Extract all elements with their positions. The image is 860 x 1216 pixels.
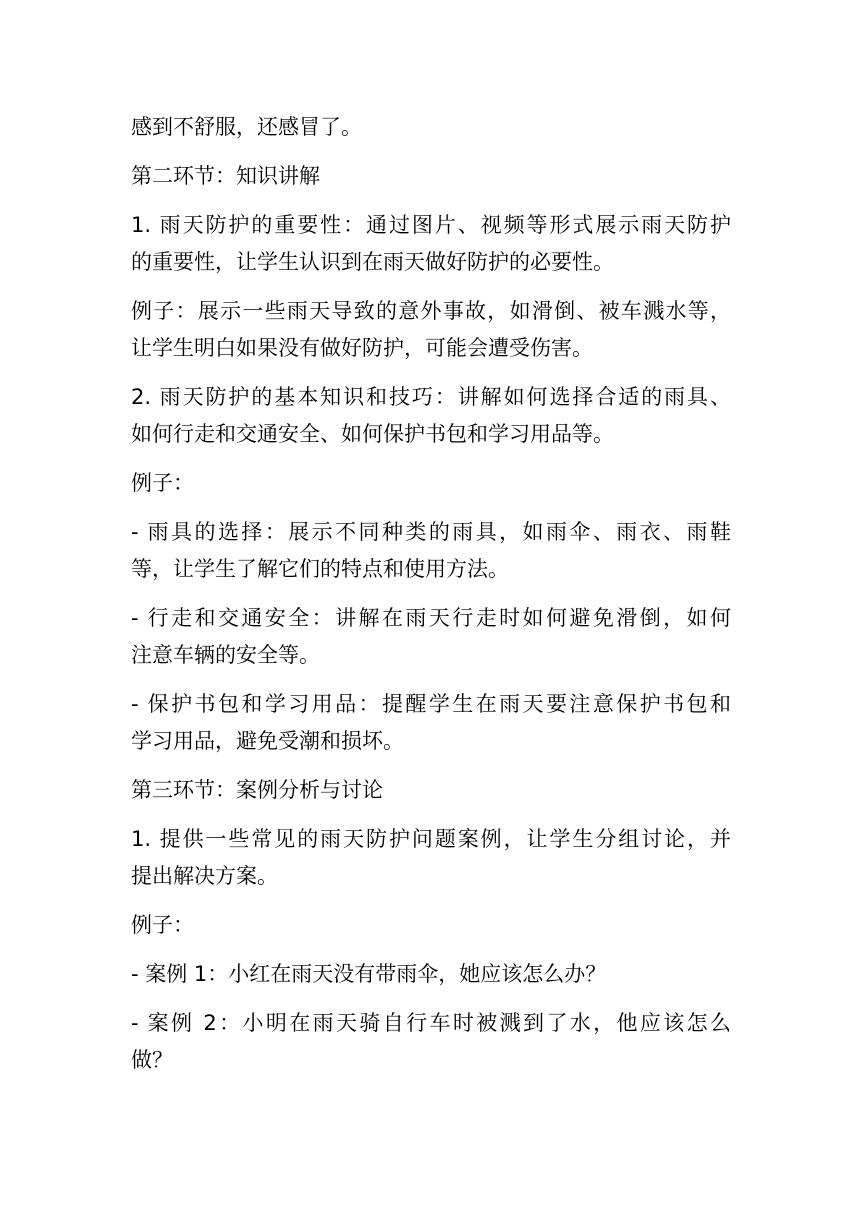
text-line: 例子：展示一些雨天导致的意外事故，如滑倒、被车溅水等， [131, 299, 731, 323]
text-line: - 雨具的选择：展示不同种类的雨具，如雨伞、雨衣、雨鞋 [131, 520, 731, 544]
text-line: 例子： [131, 913, 194, 937]
text-line: 感到不舒服，还感冒了。 [131, 115, 362, 139]
section-heading [131, 158, 731, 195]
paragraph [131, 109, 731, 146]
text-line: 1. 雨天防护的重要性：通过图片、视频等形式展示雨天防护 [131, 213, 731, 237]
text-line: 如何行走和交通安全、如何保护书包和学习用品等。 [131, 422, 614, 446]
bullet-item [131, 1005, 731, 1079]
text-line: - 行走和交通安全：讲解在雨天行走时如何避免滑倒，如何 [131, 606, 731, 630]
section-heading [131, 772, 731, 809]
text-line: 2. 雨天防护的基本知识和技巧：讲解如何选择合适的雨具、 [131, 385, 731, 409]
text-line: - 案例 1：小红在雨天没有带雨伞，她应该怎么办？ [131, 962, 607, 986]
text-line: - 案例 2：小明在雨天骑自行车时被溅到了水，他应该怎么 [131, 1011, 731, 1035]
text-line: 提出解决方案。 [131, 864, 278, 888]
text-line: 第三环节：案例分析与讨论 [131, 778, 383, 802]
bullet-item [131, 600, 731, 674]
example-label [131, 465, 731, 502]
text-line: 的重要性，让学生认识到在雨天做好防护的必要性。 [131, 250, 614, 274]
text-line: - 保护书包和学习用品：提醒学生在雨天要注意保护书包和 [131, 692, 731, 716]
text-line: 学习用品，避免受潮和损坏。 [131, 729, 404, 753]
bullet-item [131, 686, 731, 760]
example-paragraph [131, 293, 731, 367]
document-body [131, 109, 731, 1091]
text-line: 做？ [131, 1048, 173, 1072]
text-line: 注意车辆的安全等。 [131, 643, 320, 667]
numbered-item [131, 379, 731, 453]
text-line: 例子： [131, 471, 194, 495]
text-line: 让学生明白如果没有做好防护，可能会遭受伤害。 [131, 336, 593, 360]
text-line: 1. 提供一些常见的雨天防护问题案例，让学生分组讨论，并 [131, 827, 731, 851]
numbered-item [131, 821, 731, 895]
numbered-item [131, 207, 731, 281]
example-label [131, 907, 731, 944]
text-line: 第二环节：知识讲解 [131, 164, 320, 188]
bullet-item [131, 956, 731, 993]
bullet-item [131, 514, 731, 588]
text-line: 等，让学生了解它们的特点和使用方法。 [131, 557, 509, 581]
